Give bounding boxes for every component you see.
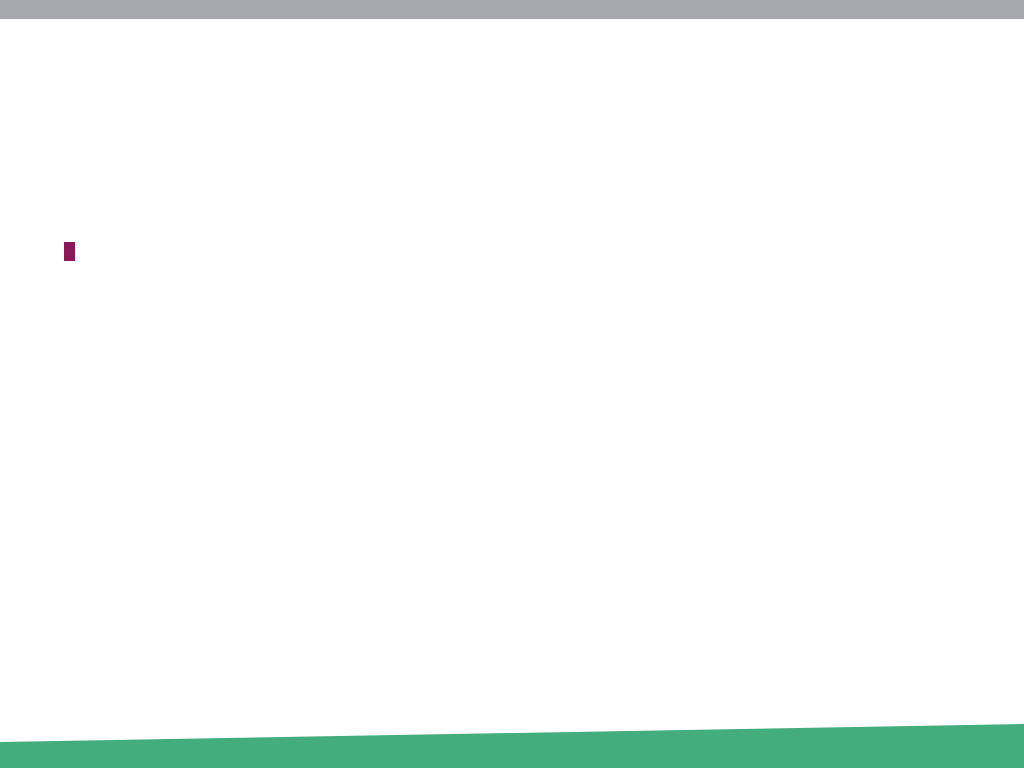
top-decor-bar [0,0,1024,19]
bottom-band-shape [0,724,1024,768]
bottom-decor-band [0,724,1024,768]
square-bullet-icon [64,250,75,261]
bullet-list [60,230,960,238]
